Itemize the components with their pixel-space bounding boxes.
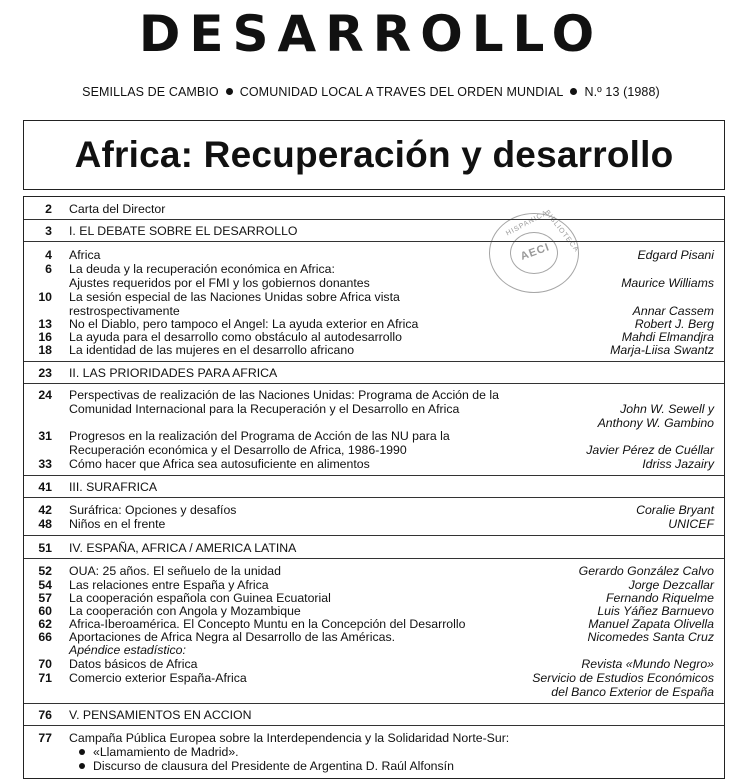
divider <box>24 703 724 704</box>
page-title: Africa: Recuperación y desarrollo <box>74 134 674 175</box>
bullet-icon <box>570 88 577 95</box>
bullet-icon <box>79 749 85 755</box>
divider <box>24 241 724 242</box>
stamp-text-center: AECI <box>518 241 552 263</box>
bullet-icon <box>79 763 85 769</box>
stamp-text-top: HISPANICA <box>505 209 550 238</box>
divider <box>24 475 724 476</box>
stamp-text-right: BIBLIOTECA <box>543 209 581 254</box>
bullet-icon <box>226 88 233 95</box>
divider <box>24 383 724 384</box>
masthead: DESARROLLO <box>138 5 604 63</box>
subline-series: SEMILLAS DE CAMBIO <box>82 85 219 99</box>
divider <box>24 497 724 498</box>
subline <box>0 84 742 100</box>
subline-issue: N.º 13 (1988) <box>584 85 660 99</box>
subline-theme: COMUNIDAD LOCAL A TRAVES DEL ORDEN MUNDIAL <box>239 85 564 99</box>
divider <box>24 725 724 726</box>
title-box <box>23 120 725 190</box>
divider <box>24 535 724 536</box>
divider <box>24 558 724 559</box>
divider <box>24 219 724 220</box>
table-of-contents: 2 Carta del Director 3 I. EL DEBATE SOBRE EL DESARROLLO 4 Africa Edgard Pisani 6 La deuda y la recuperación económica en Africa: Ajustes requeridos por el FMI y los gobiernos donantes Maurice Williams 10 La sesión especial de las Naciones Unidas sobre Africa vista restrospectivamente Annar Cassem 13 No el Diablo, pero tampoco el Angel: La ayuda exterior en Africa Robert J. Berg 16 La ayuda para el desarrollo como obstáculo al autodesarrollo Mahdi Elmandjra 18 La identidad de las mujeres en el desarrollo africano Marja-Liisa Swantz 23 II. LAS PRIORIDADES PARA AFRICA 24 Perspectivas de realización de las Naciones Unidas: Programa de Acción de la Comunidad Internacional para la Recuperación y el Desarrollo en Africa John W. Sewell y Anthony W. Gambino 31 Progresos en la realización del Programa de Acción de las NU para la Recuperación económica y el Desarrollo de Africa, 1986-1990 Javier Pérez de Cuéllar 33 Cómo hacer que Africa sea autosuficiente en alimentos Idriss Jazairy 41 III. SURAFRICA 42 Suráfrica: Opciones y desafíos Coralie Bryant 48 Niños en el frente UNICEF 51 IV. ESPAÑA, AFRICA / AMERICA LATINA 52 OUA: 25 años. El señuelo de la unidad Gerardo González Calvo 54 Las relaciones entre España y Africa Jorge Dezcallar 57 La cooperación española con Guinea Ecuatorial Fernando Riquelme 60 La cooperación con Angola y Mozambique Luis Yáñez Barnuevo 62 Africa-Iberoamérica. El Concepto Muntu en la Concepción del Desarrollo Manuel Zapata Olivella 66 Aportaciones de Africa Negra al Desarrollo de las Américas. Nicomedes Santa Cruz Apéndice estadístico: 70 Datos básicos de Africa Revista «Mundo Negro» 71 Comercio exterior España-Africa Servicio de Estudios Económicos del Banco Exterior de España 76 V. PENSAMIENTOS EN ACCION 77 Campaña Pública Europea sobre la Interdependencia y la Solidaridad Norte-Sur: «Llamamiento de Madrid». Discurso de clausura del Presidente de Argentina D. Raúl Alfonsín <box>23 196 725 779</box>
divider <box>24 361 724 362</box>
